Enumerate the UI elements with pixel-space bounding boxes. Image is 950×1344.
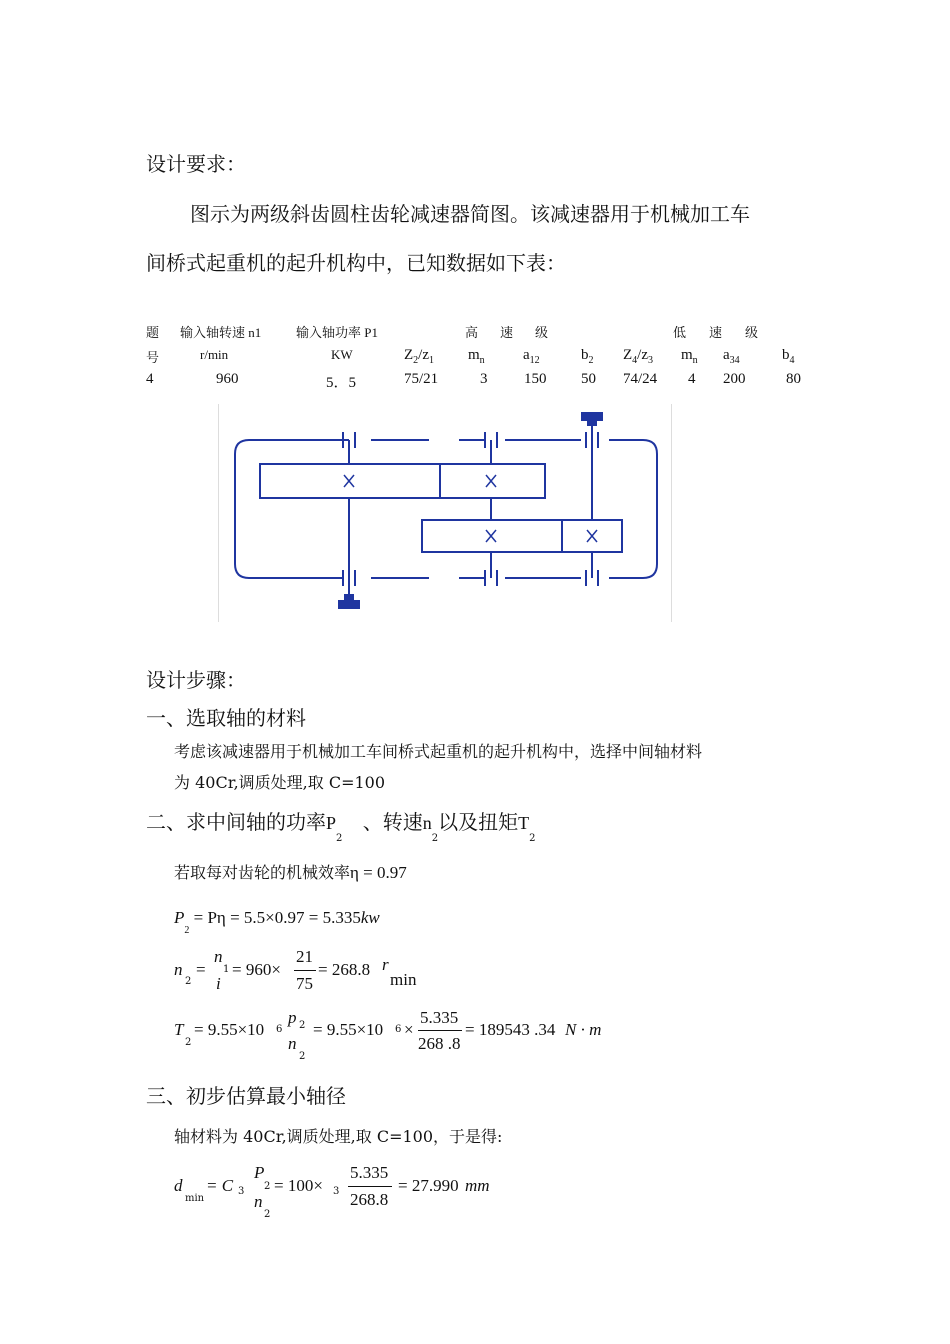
th-a12: $a_{12}$ bbox=[523, 347, 540, 366]
intro-line-2: 间桥式起重机的起升机构中，已知数据如下表： bbox=[146, 251, 566, 275]
th-high-2: 速 bbox=[500, 325, 514, 340]
th-z21: $Z_2/z_1$ bbox=[404, 347, 434, 366]
section-1-title: 一、选取轴的材料 bbox=[146, 706, 306, 730]
th-low-3: 级 bbox=[745, 325, 759, 340]
gearbox-svg bbox=[219, 404, 671, 622]
gear-1 bbox=[260, 464, 440, 498]
equation-power: $P_2 = P\eta = 5.5\times 0.97 = 5.335kw$ bbox=[174, 908, 380, 936]
th-p1: 输入轴功率 P1 bbox=[296, 325, 378, 340]
intro-line-1: 图示为两级斜齿圆柱齿轮减速器简图。该减速器用于机械加工车 bbox=[190, 202, 750, 226]
th-b4: $b_4$ bbox=[782, 347, 795, 366]
section-2-title: 二、求中间轴的功率$P_2$ 、转速$n_2$以及扭矩$T_2$ bbox=[146, 810, 536, 844]
th-mn: $m_n$ bbox=[468, 347, 485, 366]
th-n1: 输入轴转速 n1 bbox=[180, 325, 262, 340]
bearing-icons bbox=[343, 432, 598, 586]
th-p1-unit: KW bbox=[331, 347, 353, 362]
th-b2: $b_2$ bbox=[581, 347, 594, 366]
steps-heading: 设计步骤： bbox=[146, 668, 246, 692]
th-z43: $Z_4/z_3$ bbox=[623, 347, 653, 366]
cell-a34: 200 bbox=[723, 371, 746, 387]
cell-z43: 74/24 bbox=[623, 371, 658, 387]
cell-b2: 50 bbox=[581, 371, 596, 387]
requirements-heading: 设计要求： bbox=[146, 152, 246, 176]
section-1-text-1: 考虑该减速器用于机械加工车间桥式起重机的起升机构中，选择中间轴材料 bbox=[174, 742, 703, 761]
cell-a12: 150 bbox=[524, 371, 547, 387]
efficiency-line: 若取每对齿轮的机械效率η = 0.97 bbox=[174, 863, 407, 882]
th-low-2: 速 bbox=[709, 325, 723, 340]
cell-no: 4 bbox=[146, 371, 154, 387]
th-a34: $a_{34}$ bbox=[723, 347, 740, 366]
shaft-couplings bbox=[338, 412, 603, 609]
cell-b4: 80 bbox=[786, 371, 801, 387]
housing-outline bbox=[235, 440, 349, 578]
th-ti: 题 bbox=[146, 325, 160, 340]
cell-mn2: 4 bbox=[688, 371, 696, 387]
gearbox-schematic bbox=[218, 404, 672, 622]
section-1-text-2: 为 40Cr,调质处理,取 C=100 bbox=[174, 773, 386, 792]
cell-mn: 3 bbox=[480, 371, 488, 387]
section-3-text: 轴材料为 40Cr,调质处理,取 C=100，于是得: bbox=[174, 1127, 503, 1146]
cell-p1: 5．5 bbox=[326, 375, 357, 391]
th-low-1: 低 bbox=[673, 325, 687, 340]
th-n1-unit: r/min bbox=[200, 347, 229, 362]
cell-n1: 960 bbox=[216, 371, 239, 387]
th-high-1: 高 bbox=[465, 325, 479, 340]
gear-2 bbox=[440, 464, 545, 498]
th-mn2: $m_n$ bbox=[681, 347, 698, 366]
th-high-3: 级 bbox=[535, 325, 549, 340]
section-3-title: 三、初步估算最小轴径 bbox=[146, 1084, 346, 1108]
gear-3 bbox=[422, 520, 562, 552]
th-hao: 号 bbox=[146, 350, 160, 365]
cell-z21: 75/21 bbox=[404, 371, 439, 387]
